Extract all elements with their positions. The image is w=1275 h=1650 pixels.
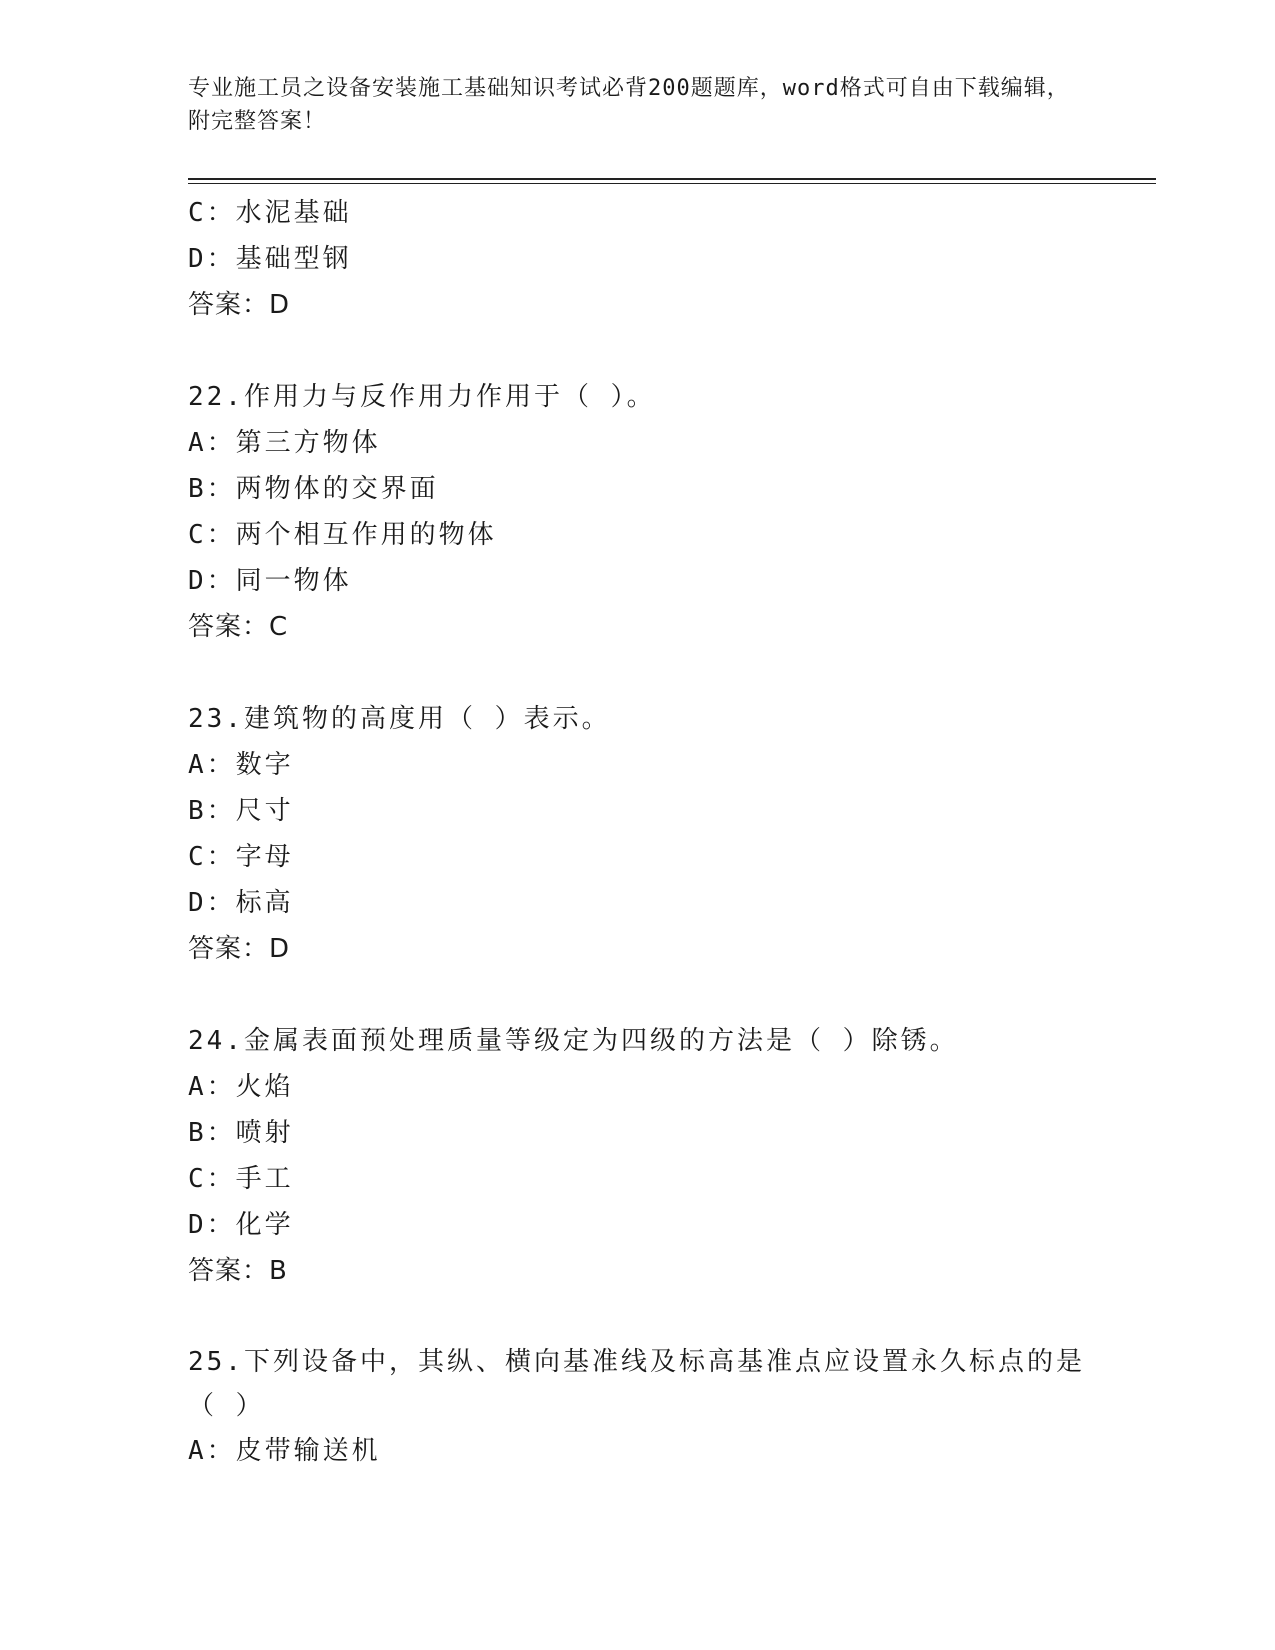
- option-c: C：水泥基础: [188, 198, 352, 228]
- option-a: A：数字: [188, 750, 294, 780]
- question-number: 24.: [188, 1026, 244, 1056]
- question-fragment: [188, 190, 1088, 328]
- question-number: 22.: [188, 382, 244, 412]
- question-text: 金属表面预处理质量等级定为四级的方法是（ ）除锈。: [243, 1026, 959, 1056]
- answer-line: 答案：C: [188, 612, 289, 642]
- question-22: [188, 374, 1088, 650]
- question-23: [188, 696, 1088, 972]
- option-d: D：基础型钢: [188, 244, 352, 274]
- answer-line: 答案：B: [188, 1256, 288, 1286]
- spacer: [188, 650, 1088, 696]
- question-stem: [188, 1018, 1088, 1064]
- spacer: [188, 328, 1088, 374]
- question-stem: [188, 374, 1088, 420]
- option-b: B：两物体的交界面: [188, 474, 439, 504]
- option-a: A：皮带输送机: [188, 1436, 381, 1466]
- document-body: [188, 190, 1088, 1474]
- option-c: C：两个相互作用的物体: [188, 520, 497, 550]
- header-title: 专业施工员之设备安装施工基础知识考试必背200题题库，word格式可自由下载编辑，附完整答案！: [188, 76, 1070, 134]
- option-d: D：化学: [188, 1210, 294, 1240]
- question-text: 作用力与反作用力作用于（ ）。: [243, 382, 656, 412]
- answer-line: 答案：D: [188, 290, 291, 320]
- header-divider-thin: [188, 183, 1156, 184]
- spacer: [188, 1294, 1088, 1340]
- question-25: [188, 1340, 1088, 1474]
- question-text: 建筑物的高度用（ ）表示。: [243, 704, 611, 734]
- question-number: 25.: [188, 1347, 244, 1377]
- question-stem: [188, 696, 1088, 742]
- header-divider-thick: [188, 178, 1156, 180]
- option-c: C：手工: [188, 1164, 294, 1194]
- option-a: A：火焰: [188, 1072, 294, 1102]
- option-a: A：第三方物体: [188, 428, 381, 458]
- question-number: 23.: [188, 704, 244, 734]
- question-stem: [188, 1340, 1088, 1428]
- answer-line: 答案：D: [188, 934, 291, 964]
- option-d: D：同一物体: [188, 566, 352, 596]
- document-header: [188, 72, 1088, 138]
- option-b: B：尺寸: [188, 796, 294, 826]
- question-24: [188, 1018, 1088, 1294]
- spacer: [188, 972, 1088, 1018]
- option-b: B：喷射: [188, 1118, 294, 1148]
- option-c: C：字母: [188, 842, 294, 872]
- option-d: D：标高: [188, 888, 294, 918]
- question-text: 下列设备中，其纵、横向基准线及标高基准点应设置永久标点的是（ ）: [188, 1347, 1085, 1421]
